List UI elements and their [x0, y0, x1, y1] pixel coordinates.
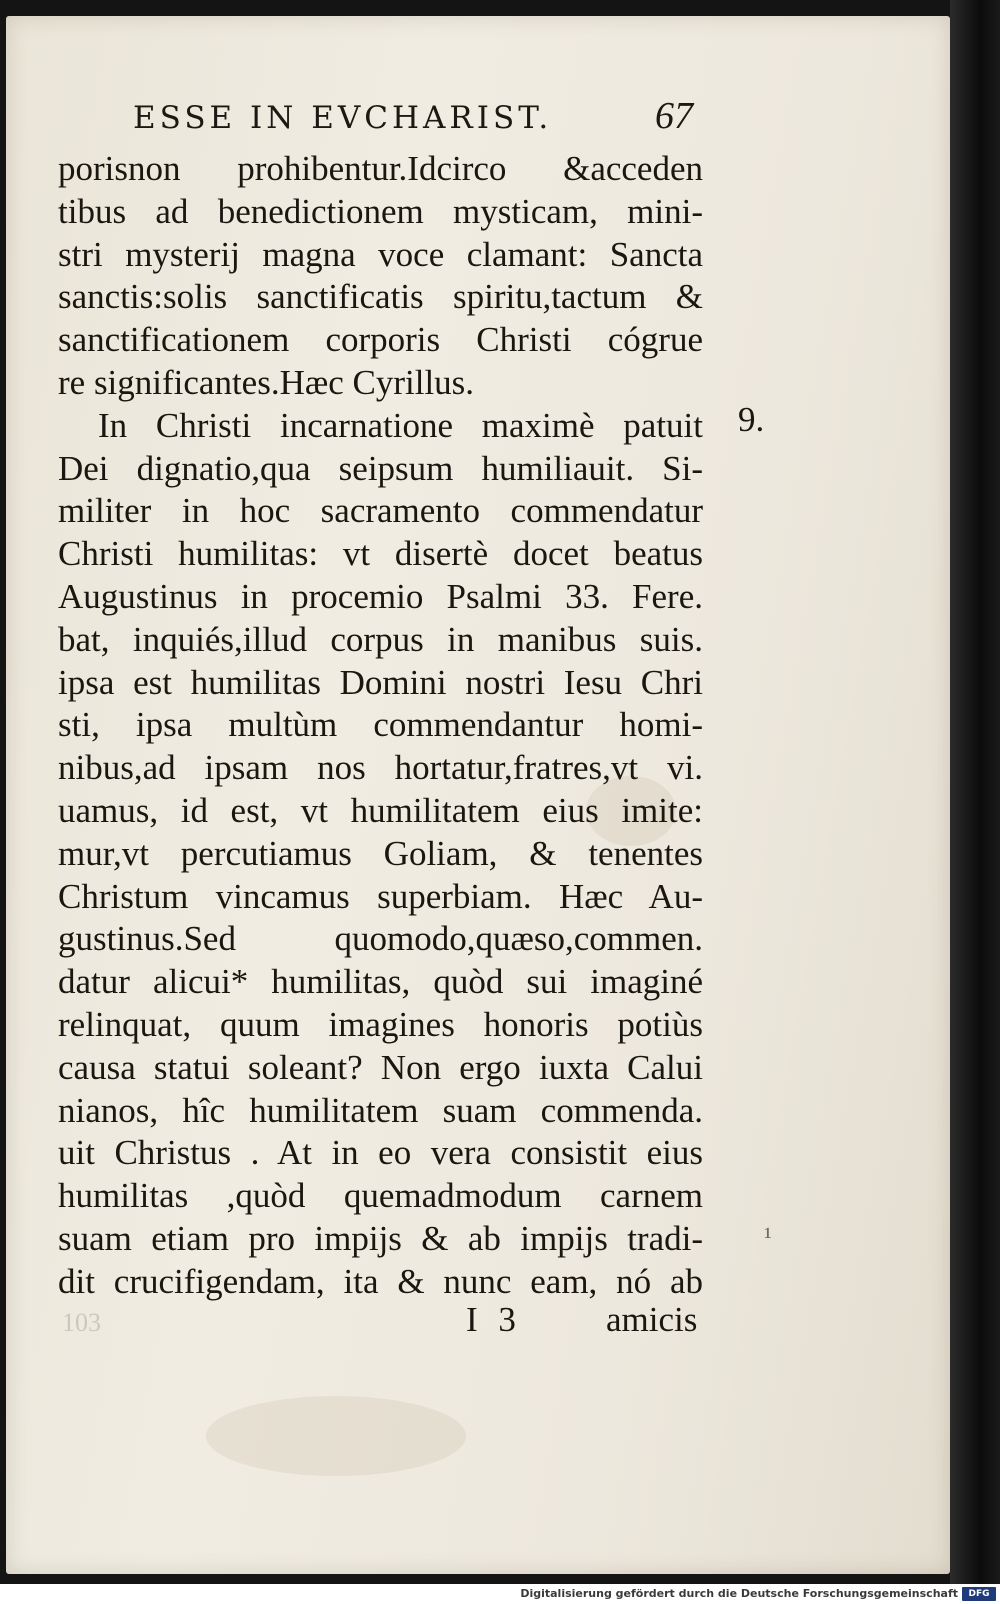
text-line: nibus,ad ipsam nos hortatur,fratres,vt vi.: [58, 748, 703, 788]
book-edge-shadow: [950, 0, 1000, 1584]
text-line: re significantes.Hæc Cyrillus.: [58, 362, 475, 402]
text-line: stri mysterij magna voce clamant: Sancta: [58, 234, 703, 274]
page-header: [133, 94, 713, 144]
text-line: In Christi incarnatione maximè patuit: [98, 405, 703, 445]
text-line: bat, inquiés,illud corpus in manibus suis.: [58, 619, 703, 659]
paper-stain: [206, 1396, 466, 1476]
text-line: mur,vt percutiamus Goliam, & tenentes: [58, 833, 703, 873]
text-line: relinquat, quum imagines honoris potiùs: [58, 1004, 703, 1044]
text-line: gustinus.Sed quomodo,quæso,commen.: [58, 919, 703, 959]
text-line: datur alicui* humilitas, quòd sui imaginé: [58, 962, 703, 1002]
funding-credit: Digitalisierung gefördert durch die Deutsche Forschungsgemeinschaft: [520, 1587, 958, 1600]
text-line: nianos, hîc humilitatem suam commenda.: [58, 1090, 703, 1130]
text-line: Christum vincamus superbiam. Hæc Au-: [58, 876, 703, 916]
text-line: sti, ipsa multùm commendantur homi-: [58, 705, 703, 745]
running-head: ESSE IN EVCHARIST.: [133, 100, 553, 136]
text-line: sanctis:solis sanctificatis spiritu,tactum &: [58, 277, 703, 317]
text-line: militer in hoc sacramento commendatur: [58, 491, 703, 531]
credit-bar: [0, 1584, 1000, 1604]
stray-ink-mark: ¹: [764, 1222, 772, 1251]
text-line: humilitas ,quòd quemadmodum carnem: [58, 1176, 703, 1216]
text-line: Christi humilitas: vt disertè docet beatus: [58, 534, 703, 574]
text-line: suam etiam pro impijs & ab impijs tradi-: [58, 1218, 703, 1258]
faded-ink-mark: 103: [62, 1308, 101, 1337]
text-line: causa statui soleant? Non ergo iuxta Calui: [58, 1047, 703, 1087]
margin-note: 9.: [738, 400, 765, 439]
text-line: Dei dignatio,qua seipsum humiliauit. Si-: [58, 448, 703, 488]
page-number: 67: [655, 95, 693, 137]
text-line: uamus, id est, vt humilitatem eius imite:: [58, 790, 703, 830]
text-line: tibus ad benedictionem mysticam, mini-: [58, 191, 703, 231]
body-text: [58, 148, 708, 1304]
dfg-logo[interactable]: DFG: [962, 1587, 996, 1601]
text-line: sanctificationem corporis Christi cógrue: [58, 320, 703, 360]
text-line: porisnon prohibentur.Idcirco &acceden: [58, 149, 703, 188]
signature-mark: I 3: [466, 1300, 522, 1339]
catchword: amicis: [606, 1300, 698, 1339]
text-line: dit crucifigendam, ita & nunc eam, nó ab: [58, 1261, 703, 1301]
text-line: uit Christus . At in eo vera consistit eius: [58, 1133, 703, 1173]
page-footer: [0, 1300, 720, 1350]
text-line: ipsa est humilitas Domini nostri Iesu Chri: [58, 662, 703, 702]
text-line: Augustinus in procemio Psalmi 33. Fere.: [58, 576, 703, 616]
